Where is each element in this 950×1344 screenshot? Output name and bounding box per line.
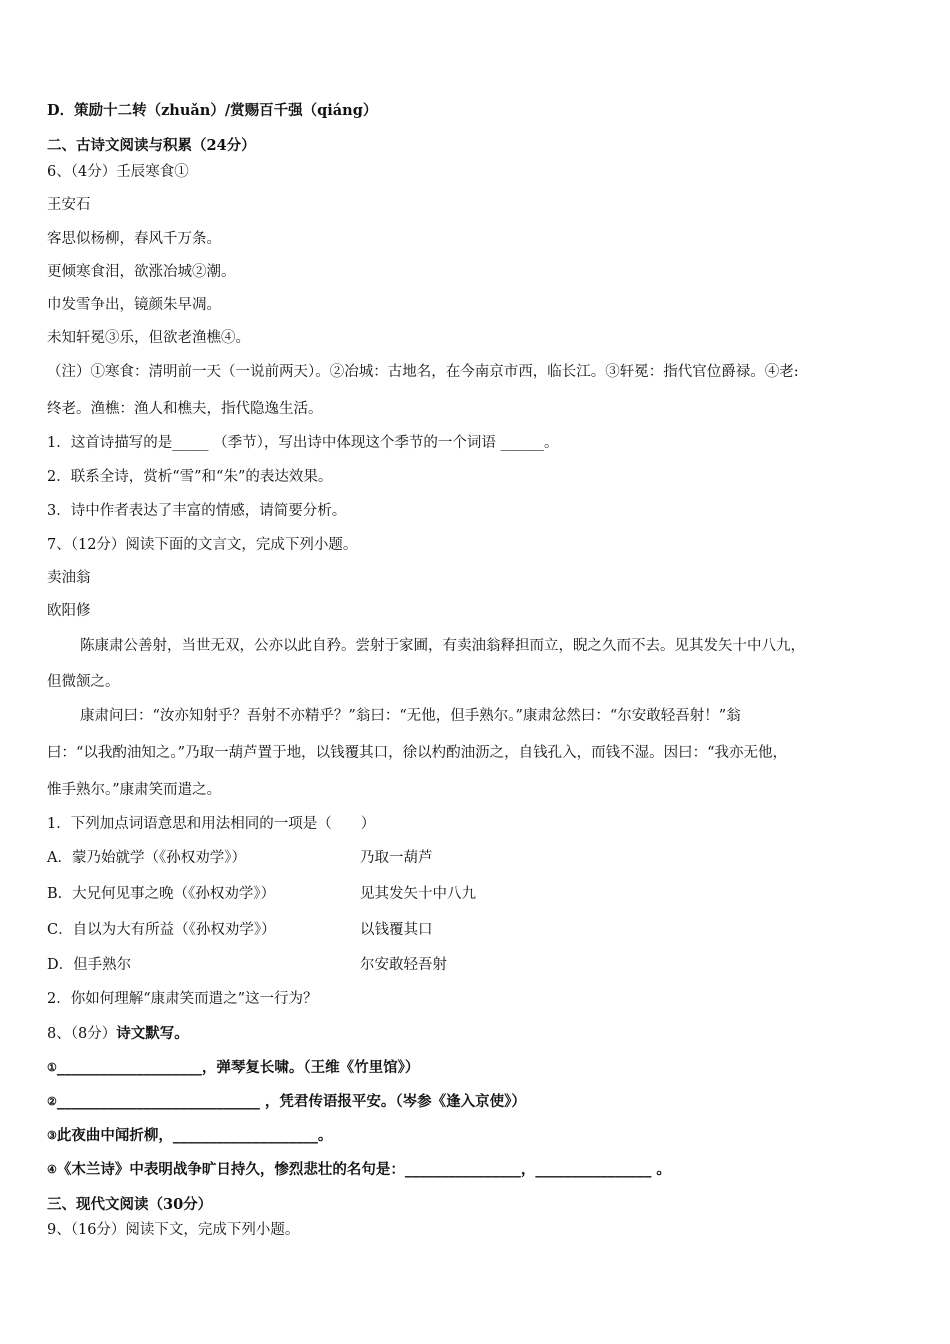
- question-8-heading: 8、（8分）诗文默写。: [47, 1025, 189, 1042]
- option-a-left: A．蒙乃始就学（《孙权劝学》）: [47, 850, 246, 866]
- option-d-right: 尔安敢轻吾射: [360, 957, 447, 973]
- option-b-right: 见其发矢十中八九: [360, 886, 476, 902]
- section-3-heading: 三、现代文阅读（30分）: [47, 1196, 213, 1213]
- option-d-previous-question: D．策励十二转（zhuǎn）/赏赐百千强（qiáng）: [47, 102, 378, 119]
- passage-para-2-line-1: 康肃问曰：“汝亦知射乎？吾射不亦精乎？”翁曰：“无他，但手熟尔。”康肃忿然曰：“尔安敢轻吾射！”翁: [80, 708, 741, 724]
- poem-line-4: 未知轩冕③乐，但欲老渔樵④。: [47, 330, 250, 346]
- question-7-sub-1: 1．下列加点词语意思和用法相同的一项是（ ）: [47, 816, 376, 832]
- passage-para-2-line-2: 曰：“以我酌油知之。”乃取一葫芦置于地，以钱覆其口，徐以杓酌油沥之，自钱孔入，而钱不湿。因曰：“我亦无他，: [47, 745, 787, 761]
- passage-para-1-line-1: 陈康肃公善射，当世无双，公亦以此自矜。尝射于家圃，有卖油翁释担而立，睨之久而不去。见其发矢十中八九，: [80, 638, 805, 654]
- recitation-item-1: ①____________________，弹琴复长啸。（王维《竹里馆》）: [47, 1059, 420, 1076]
- option-a-right: 乃取一葫芦: [360, 850, 433, 866]
- recitation-item-3: ③此夜曲中闻折柳，____________________。: [47, 1127, 333, 1144]
- passage-para-2-line-3: 惟手熟尔。”康肃笑而遣之。: [47, 782, 222, 798]
- question-7-sub-2: 2．你如何理解“康肃笑而遣之”这一行为？: [47, 991, 318, 1007]
- recitation-item-4: ④《木兰诗》中表明战争旷日持久，惨烈悲壮的名句是：________________，________________ 。: [47, 1161, 671, 1178]
- question-6-sub-3: 3．诗中作者表达了丰富的情感，请简要分析。: [47, 503, 347, 519]
- passage-para-1-line-2: 但微颔之。: [47, 674, 120, 690]
- passage-author: 欧阳修: [47, 603, 91, 619]
- passage-title: 卖油翁: [47, 570, 91, 586]
- question-7-heading: 7、（12分）阅读下面的文言文，完成下列小题。: [47, 537, 358, 553]
- poem-line-1: 客思似杨柳，春风千万条。: [47, 231, 221, 247]
- question-6-sub-2: 2．联系全诗，赏析“雪”和“朱”的表达效果。: [47, 469, 333, 485]
- question-6-sub-1: 1．这首诗描写的是_____ （季节），写出诗中体现这个季节的一个词语 ______。: [47, 435, 559, 451]
- poem-note-line-2: 终老。渔樵：渔人和樵夫，指代隐逸生活。: [47, 401, 323, 417]
- question-9-heading: 9、（16分）阅读下文，完成下列小题。: [47, 1222, 300, 1238]
- option-c-left: C．自以为大有所益（《孙权劝学》）: [47, 922, 276, 938]
- option-c-right: 以钱覆其口: [360, 922, 433, 938]
- poem-line-3: 巾发雪争出，镜颜朱早凋。: [47, 297, 221, 313]
- question-6-heading: 6、（4分）壬辰寒食①: [47, 164, 189, 180]
- poem-note-line-1: （注）①寒食：清明前一天（一说前两天）。②冶城：古地名，在今南京市西，临长江。③轩冕：指代官位爵禄。④老:: [47, 364, 799, 380]
- poem-line-2: 更倾寒食泪，欲涨冶城②潮。: [47, 264, 236, 280]
- recitation-item-2: ②____________________________ ，凭君传语报平安。（岑参《逢入京使》）: [47, 1093, 526, 1110]
- section-2-heading: 二、古诗文阅读与积累（24分）: [47, 137, 256, 154]
- poem-author: 王安石: [47, 197, 91, 213]
- option-b-left: B．大兄何见事之晚（《孙权劝学》）: [47, 886, 276, 902]
- option-d-left: D．但手熟尔: [47, 957, 132, 973]
